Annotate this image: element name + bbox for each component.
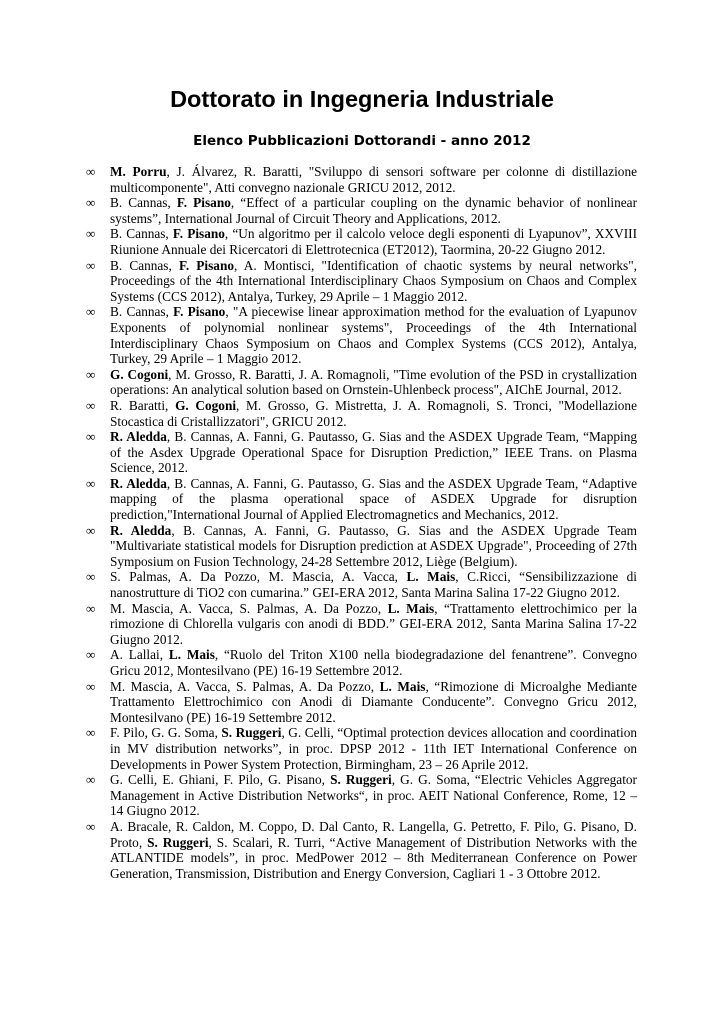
publication-item (86, 429, 637, 476)
publication-coauthors-before: B. Cannas, (110, 226, 173, 242)
publication-item (86, 647, 637, 678)
publication-citation: , “Ruolo del Triton X100 nella biodegradazione del fenantrene”. Convegno Gricu 2012, Montesilvano (PE) 16-19 Settembre 2012. (110, 647, 637, 678)
publication-highlighted-author: R. Aledda (110, 522, 172, 538)
publication-citation: , “Rimozione di Microalghe Mediante Trattamento Elettrochimico con Anodi di Diamante Conducente”. Convegno Gricu 2012, Montesilvano (PE) 16-19 Settembre 2012. (110, 678, 637, 725)
publication-highlighted-author: F. Pisano (172, 226, 225, 242)
publication-item (86, 601, 637, 648)
publication-coauthors-before: G. Celli, E. Ghiani, F. Pilo, G. Pisano, (110, 772, 331, 788)
publication-item (86, 398, 637, 429)
publication-highlighted-author: L. Mais (168, 647, 215, 663)
publication-highlighted-author: L. Mais (387, 600, 435, 616)
publication-citation: , B. Cannas, A. Fanni, G. Pautasso, G. Sias and the ASDEX Upgrade Team "Multivariate statistical models for Disruption prediction at ASDEX Upgrade", Proceeding of 27th Symposium on Fusion Technology, 24-28 Settembre 2012, Liège (Belgium). (110, 522, 638, 569)
infinity-bullet-icon: ∞ (86, 195, 96, 211)
publication-citation: , “Un algoritmo per il calcolo veloce degli esponenti di Lyapunov”, XXVIII Riunione Annuale dei Ricercatori di Elettrotecnica (ET2012), Taormina, 20-22 Giugno 2012. (110, 226, 638, 257)
infinity-bullet-icon: ∞ (86, 522, 96, 538)
infinity-bullet-icon: ∞ (86, 818, 96, 834)
publication-item (86, 304, 637, 366)
publication-highlighted-author: G. Cogoni (110, 366, 169, 382)
publication-item (86, 226, 637, 257)
infinity-bullet-icon: ∞ (86, 569, 96, 585)
publication-item (86, 195, 637, 226)
publication-highlighted-author: S. Ruggeri (330, 772, 392, 788)
publication-citation: , M. Grosso, R. Baratti, J. A. Romagnoli, "Time evolution of the PSD in crystallization operations: An analytical solution based on Ornstein-Uhlenbeck process", AIChE Journal, 2012. (110, 366, 637, 398)
publication-coauthors-before: B. Cannas, (110, 304, 174, 320)
publication-citation: , G. Celli, “Optimal protection devices allocation and coordination in MV distribution networks”, in proc. DPSP 2012 - 11th IET International Conference on Developments in Power System Protection, Birmingham, 23 – 26 Aprile 2012. (110, 725, 637, 772)
publication-coauthors-before: M. Mascia, A. Vacca, S. Palmas, A. Da Pozzo, (110, 600, 388, 616)
publication-coauthors-before: S. Palmas, A. Da Pozzo, M. Mascia, A. Vacca, (110, 569, 407, 585)
publication-item (86, 164, 637, 195)
publication-coauthors-before: B. Cannas, (110, 257, 179, 273)
publication-citation: , M. Grosso, G. Mistretta, J. A. Romagnoli, S. Tronci, "Modellazione Stocastica di Cristallizzatori", GRICU 2012. (110, 397, 637, 429)
infinity-bullet-icon: ∞ (86, 164, 96, 179)
publication-citation: , A. Montisci, "Identification of chaotic systems by neural networks", Proceedings of the 4th International Interdisciplinary Chaos Symposium on Chaos and Complex Systems (CCS 2012), Antalya, Turkey, 29 Aprile – 1 Maggio 2012. (110, 257, 637, 304)
infinity-bullet-icon: ∞ (86, 304, 96, 320)
publication-highlighted-author: S. Ruggeri (147, 834, 209, 850)
publication-highlighted-author: S. Ruggeri (221, 725, 282, 741)
infinity-bullet-icon: ∞ (86, 647, 96, 663)
publication-list (86, 164, 637, 881)
infinity-bullet-icon: ∞ (86, 429, 96, 445)
publication-highlighted-author: F. Pisano (173, 304, 226, 320)
publication-item (86, 367, 637, 398)
publication-coauthors-before: R. Baratti, (110, 397, 176, 413)
infinity-bullet-icon: ∞ (86, 772, 96, 788)
publication-item (86, 772, 637, 819)
infinity-bullet-icon: ∞ (86, 397, 96, 413)
infinity-bullet-icon: ∞ (86, 257, 96, 273)
infinity-bullet-icon: ∞ (86, 366, 96, 382)
publication-highlighted-author: F. Pisano (176, 195, 231, 211)
publication-citation: , B. Cannas, A. Fanni, G. Pautasso, G. Sias and the ASDEX Upgrade Team, “Mapping of the Asdex Upgrade Operational Space for Disruption Prediction,” IEEE Trans. on Plasma Science, 2012. (110, 429, 637, 476)
publication-citation: , "A piecewise linear approximation method for the evaluation of Lyapunov Exponents of polynomial nonlinear systems", Proceedings of the 4th International Interdisciplinary Chaos Symposium on Chaos and Complex Systems (CCS 2012), Antalya, Turkey, 29 Aprile – 1 Maggio 2012. (110, 304, 638, 367)
publication-coauthors-before: M. Mascia, A. Vacca, S. Palmas, A. Da Pozzo, (110, 678, 380, 694)
publication-coauthors-before: F. Pilo, G. G. Soma, (110, 725, 222, 741)
publication-highlighted-author: L. Mais (406, 569, 456, 585)
infinity-bullet-icon: ∞ (86, 600, 96, 616)
publication-coauthors-before: B. Cannas, (110, 195, 177, 211)
infinity-bullet-icon: ∞ (86, 475, 96, 491)
publication-item (86, 819, 637, 881)
page-title: Dottorato in Ingegneria Industriale (170, 86, 554, 112)
publication-item (86, 523, 637, 570)
publication-citation: , S. Scalari, R. Turri, “Active Management of Distribution Networks with the ATLANTIDE models”, in proc. MedPower 2012 – 8th Mediterranean Conference on Power Generation, Transmission, Distribution and Energy Conversion, Cagliari 1 - 3 Ottobre 2012. (110, 834, 638, 881)
publication-citation: , B. Cannas, A. Fanni, G. Pautasso, G. Sias and the ASDEX Upgrade Team, “Adaptive mapping of the plasma operational space of ASDEX Upgrade for disruption prediction,"International Journal of Applied Electromagnetics and Mechanics, 2012. (110, 475, 638, 523)
publication-highlighted-author: F. Pisano (178, 257, 234, 273)
publication-item (86, 679, 637, 726)
publication-citation: , “Trattamento elettrochimico per la rimozione di Chlorella vulgaris con anodi di BDD.” GEI-ERA 2012, Santa Marina Salina 17-22 Giugno 2012. (110, 600, 638, 647)
publication-coauthors-before: A. Lallai, (110, 647, 169, 663)
publication-highlighted-author: R. Aledda (110, 475, 167, 491)
publication-citation: , J. Álvarez, R. Baratti, "Sviluppo di sensori software per colonne di distillazione multicomponente", Atti convegno nazionale GRICU 2012, 2012. (110, 164, 638, 195)
infinity-bullet-icon: ∞ (86, 725, 96, 741)
publication-item (86, 725, 637, 772)
infinity-bullet-icon: ∞ (86, 678, 96, 694)
publication-citation: , C.Ricci, “Sensibilizzazione di nanostrutture di TiO2 con cumarina.” GEI-ERA 2012, Santa Marina Salina 17-22 Giugno 2012. (110, 569, 637, 601)
publication-item (86, 569, 637, 600)
infinity-bullet-icon: ∞ (86, 226, 96, 242)
publication-highlighted-author: M. Porru (110, 164, 167, 179)
publication-highlighted-author: G. Cogoni (175, 397, 237, 413)
publication-item (86, 476, 637, 523)
publication-citation: , G. G. Soma, “Electric Vehicles Aggregator Management in Active Distribution Networks“, in proc. AEIT National Conference, Rome, 12 – 14 Giugno 2012. (110, 772, 637, 819)
publication-highlighted-author: L. Mais (379, 678, 426, 694)
publication-item (86, 258, 637, 305)
publication-citation: , “Effect of a particular coupling on the dynamic behavior of nonlinear systems”, International Journal of Circuit Theory and Applications, 2012. (110, 195, 638, 226)
page-subtitle: Elenco Pubblicazioni Dottorandi - anno 2012 (193, 133, 531, 149)
publication-coauthors-before: A. Bracale, R. Caldon, M. Coppo, D. Dal Canto, R. Langella, G. Petretto, F. Pilo, G. Pisano, D. Proto, (110, 818, 637, 850)
publication-highlighted-author: R. Aledda (110, 429, 167, 445)
